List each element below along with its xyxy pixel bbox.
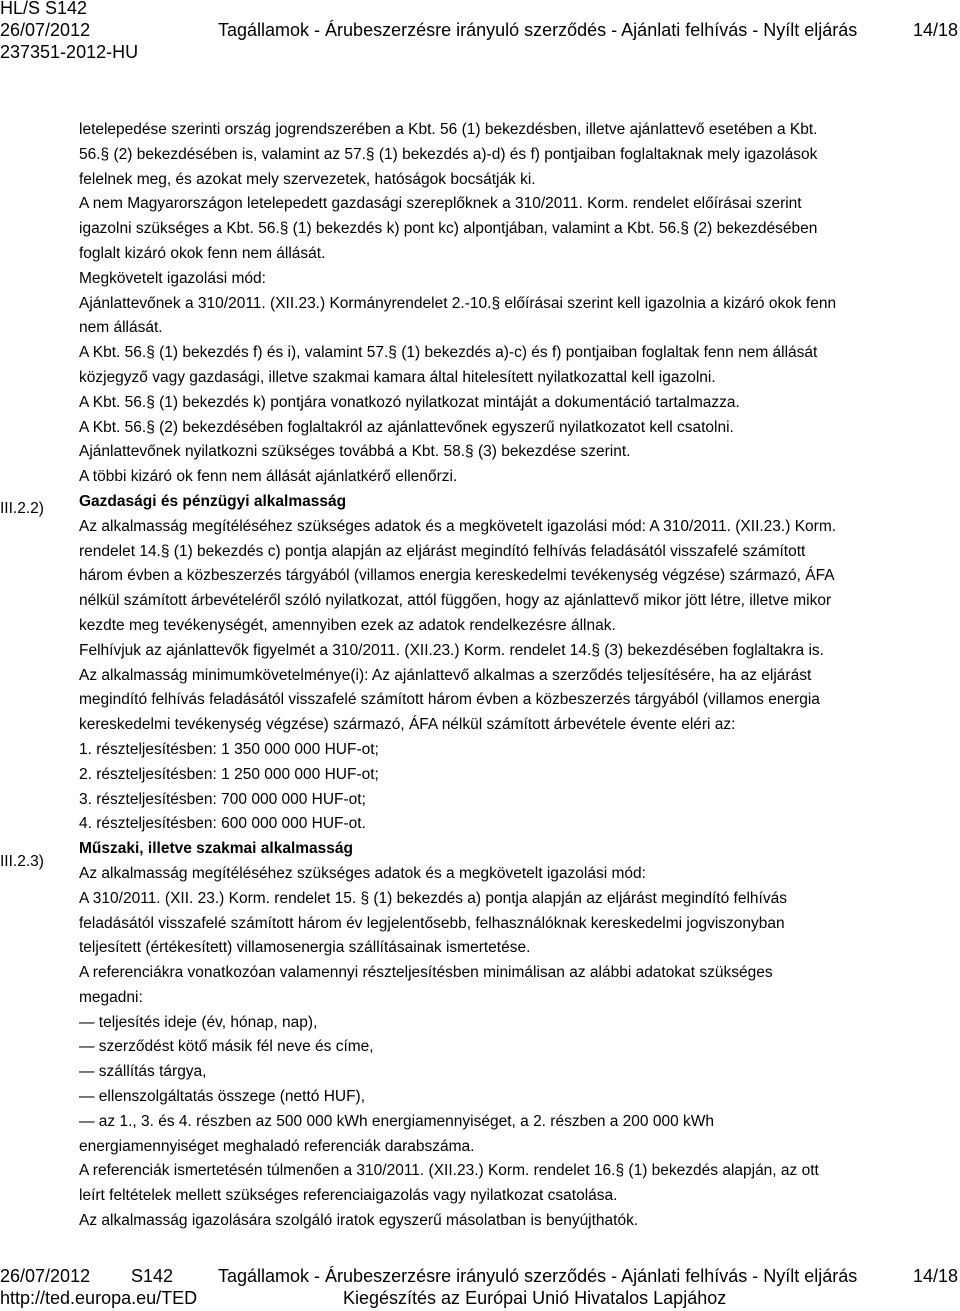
body-line: Ajánlattevőnek a 310/2011. (XII.23.) Kormányrendelet 2.-10.§ előírásai szerint kell igazolnia a kizáró okok fenn (79, 294, 837, 312)
footer-publisher: Kiegészítés az Európai Unió Hivatalos Lapjához (343, 1288, 727, 1308)
header-title: Tagállamok - Árubeszerzésre irányuló szerződés - Ajánlati felhívás - Nyílt eljárás (218, 20, 858, 40)
header-doc-id: HL/S S142 (0, 0, 88, 18)
body-line: — az 1., 3. és 4. részben az 500 000 kWh energiamennyiséget, a 2. részben a 200 000 kWh (79, 1112, 715, 1130)
section-label-iii-2-2: III.2.2) (0, 500, 44, 517)
body-line: három évben a közbeszerzés tárgyából (villamos energia kereskedelmi tevékenység végzése) származó, ÁFA (79, 567, 835, 585)
body-line: A referenciák ismertetésén túlmenően a 310/2011. (XII.23.) Korm. rendelet 16.§ (1) bekezdés alapján, az ott (79, 1162, 819, 1180)
body-line: megadni: (79, 988, 143, 1006)
header-date: 26/07/2012 (0, 20, 91, 40)
section-heading-technical-professional: Műszaki, illetve szakmai alkalmasság (79, 840, 353, 858)
body-line: felelnek meg, és azokat mely szervezetek, hatóságok bocsátják ki. (79, 170, 536, 188)
body-line: — szállítás tárgya, (79, 1063, 207, 1081)
footer-date: 26/07/2012 (0, 1266, 91, 1286)
header-page-number: 14/18 (913, 20, 959, 40)
body-line: Az alkalmasság igazolására szolgáló iratok egyszerű másolatban is benyújthatók. (79, 1212, 639, 1230)
body-line: 2. részteljesítésben: 1 250 000 000 HUF-ot; (79, 765, 379, 783)
section-heading-economic-financial: Gazdasági és pénzügyi alkalmasság (79, 492, 347, 510)
body-line: Az alkalmasság megítéléséhez szükséges adatok és a megkövetelt igazolási mód: (79, 864, 646, 882)
body-line: Az alkalmasság minimumkövetelménye(i): Az ajánlattevő alkalmas a szerződés teljesítésére, ha az eljárást (79, 666, 812, 684)
footer-page-number: 14/18 (913, 1266, 959, 1286)
body-line: közjegyző vagy gazdasági, illetve szakmai kamara által hitelesített nyilatkozattal kell igazolni. (79, 368, 716, 386)
page-header (0, 0, 960, 63)
body-line: Felhívjuk az ajánlattevők figyelmét a 310/2011. (XII.23.) Korm. rendelet 14.§ (3) bekezdésében foglaltakra is. (79, 641, 824, 659)
body-line: rendelet 14.§ (1) bekezdés c) pontja alapján az eljárást megindító felhívás feladásától visszafelé számított (79, 542, 806, 560)
body-line: foglalt kizáró okok fenn nem állását. (79, 244, 326, 262)
body-line: Az alkalmasság megítéléséhez szükséges adatok és a megkövetelt igazolási mód: A 310/2011. (XII.23.) Korm. (79, 517, 837, 535)
body-line: kereskedelmi tevékenység végzése) származó, ÁFA nélkül számított árbevétele évente eléri az: (79, 716, 736, 734)
body-line: A nem Magyarországon letelepedett gazdasági szereplőknek a 310/2011. Korm. rendelet előírásai szerint (79, 195, 802, 213)
body-line: leírt feltételek mellett szükséges referenciaigazolás vagy nyilatkozat csatolása. (79, 1187, 618, 1205)
body-line: — ellenszolgáltatás összege (nettó HUF), (79, 1088, 366, 1106)
body-line: Megkövetelt igazolási mód: (79, 269, 266, 287)
body-line: 1. részteljesítésben: 1 350 000 000 HUF-ot; (79, 740, 379, 758)
notice-body (79, 118, 959, 1234)
body-line: nélkül számított árbevételéről szóló nyilatkozat, attól függően, hogy az ajánlattevő mikor jött létre, illetve mikor (79, 592, 832, 610)
body-line: nem állását. (79, 319, 163, 337)
body-line: feladásától visszafelé számított három év legjelentősebb, felhasználóknak kereskedelmi jogviszonyban (79, 914, 785, 932)
body-line: igazolni szükséges a Kbt. 56.§ (1) bekezdés k) pont kc) alpontjában, valamint a Kbt. 56.§ (2) bekezdésében (79, 220, 818, 238)
body-line: — szerződést kötő másik fél neve és címe, (79, 1038, 374, 1056)
footer-url-link[interactable]: http://ted.europa.eu/TED (0, 1288, 198, 1308)
section-label-iii-2-3: III.2.3) (0, 853, 44, 870)
body-line: A Kbt. 56.§ (1) bekezdés k) pontjára vonatkozó nyilatkozat mintáját a dokumentáció tartalmazza. (79, 393, 740, 411)
body-line: 4. részteljesítésben: 600 000 000 HUF-ot. (79, 815, 366, 833)
body-line: — teljesítés ideje (év, hónap, nap), (79, 1013, 318, 1031)
body-line: 56.§ (2) bekezdésében is, valamint az 57.§ (1) bekezdés a)-d) és f) pontjaiban foglaltaknak mely igazolások (79, 145, 818, 163)
body-line: A Kbt. 56.§ (1) bekezdés f) és i), valamint 57.§ (1) bekezdés a)-c) és f) pontjaiban foglaltak fenn nem állását (79, 344, 818, 362)
body-line: teljesített (értékesített) villamosenergia szállításainak ismertetése. (79, 939, 531, 957)
footer-doc-series: S142 (131, 1266, 174, 1286)
page-footer (0, 1265, 960, 1309)
body-line: kezdte meg tevékenységét, amennyiben ezek az adatok rendelkezésre állnak. (79, 616, 616, 634)
footer-title: Tagállamok - Árubeszerzésre irányuló szerződés - Ajánlati felhívás - Nyílt eljárás (218, 1266, 858, 1286)
body-line: energiamennyiséget meghaladó referenciák darabszáma. (79, 1137, 475, 1155)
body-line: A referenciákra vonatkozóan valamennyi részteljesítésben minimálisan az alábbi adatokat szükséges (79, 964, 773, 982)
body-line: A Kbt. 56.§ (2) bekezdésében foglaltakról az ajánlattevőnek egyszerű nyilatkozatot kell csatolni. (79, 418, 734, 436)
header-notice-number: 237351-2012-HU (0, 42, 139, 62)
body-line: Ajánlattevőnek nyilatkozni szükséges továbbá a Kbt. 58.§ (3) bekezdése szerint. (79, 443, 631, 461)
body-line: megindító felhívás feladásától visszafelé számított három évben a közbeszerzés tárgyából (villamos energia (79, 691, 820, 709)
body-line: 3. részteljesítésben: 700 000 000 HUF-ot; (79, 790, 366, 808)
body-line: A 310/2011. (XII. 23.) Korm. rendelet 15. § (1) bekezdés a) pontja alapján az eljárást megindító felhívás (79, 889, 787, 907)
body-line: A többi kizáró ok fenn nem állását ajánlatkérő ellenőrzi. (79, 468, 458, 486)
body-line: letelepedése szerinti ország jogrendszerében a Kbt. 56 (1) bekezdésben, illetve ajánlattevő esetében a Kbt. (79, 121, 818, 138)
